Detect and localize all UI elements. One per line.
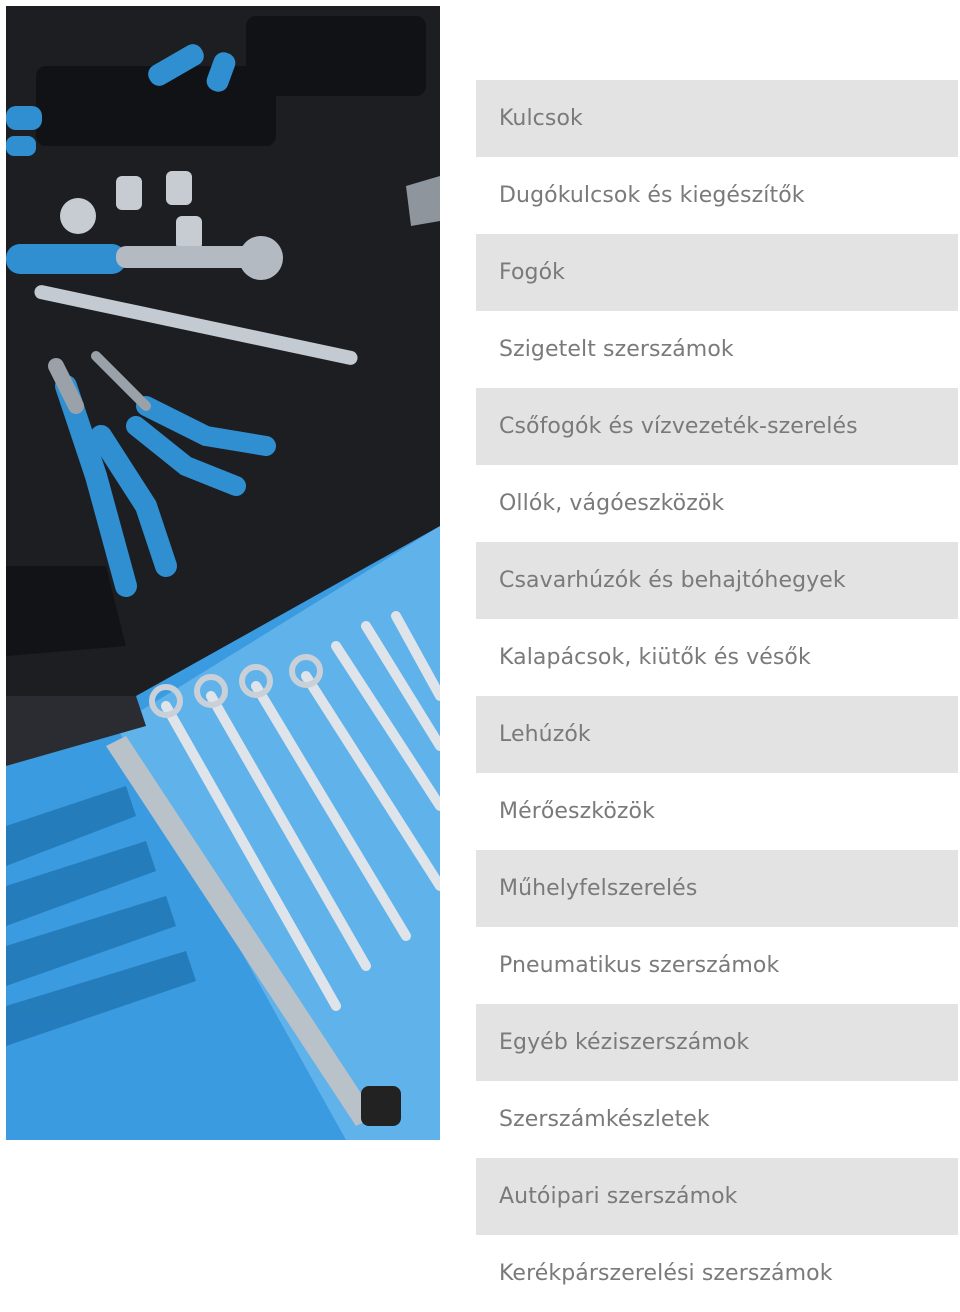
category-item-meroeszkozok[interactable]: Mérőeszközök [476, 773, 958, 850]
category-item-dugokulcsok[interactable]: Dugókulcsok és kiegészítők [476, 157, 958, 234]
category-item-muhelyfelszereles[interactable]: Műhelyfelszerelés [476, 850, 958, 927]
category-item-kalapacsok[interactable]: Kalapácsok, kiütők és vésők [476, 619, 958, 696]
category-item-kulcsok[interactable]: Kulcsok [476, 80, 958, 157]
category-item-fogok[interactable]: Fogók [476, 234, 958, 311]
category-item-szerszamkeszletek[interactable]: Szerszámkészletek [476, 1081, 958, 1158]
category-item-pneumatikus[interactable]: Pneumatikus szerszámok [476, 927, 958, 1004]
category-item-csavarhuzok[interactable]: Csavarhúzók és behajtóhegyek [476, 542, 958, 619]
category-item-szigetelt[interactable]: Szigetelt szerszámok [476, 311, 958, 388]
category-item-egyeb[interactable]: Egyéb kéziszerszámok [476, 1004, 958, 1081]
category-item-kerekpar[interactable]: Kerékpárszerelési szerszámok [476, 1235, 958, 1312]
category-menu [476, 80, 958, 1312]
category-item-ollok[interactable]: Ollók, vágóeszközök [476, 465, 958, 542]
category-item-csofogok[interactable]: Csőfogók és vízvezeték-szerelés [476, 388, 958, 465]
tool-trolley-photo [6, 6, 440, 1140]
category-item-autoipari[interactable]: Autóipari szerszámok [476, 1158, 958, 1235]
category-item-lehuzok[interactable]: Lehúzók [476, 696, 958, 773]
